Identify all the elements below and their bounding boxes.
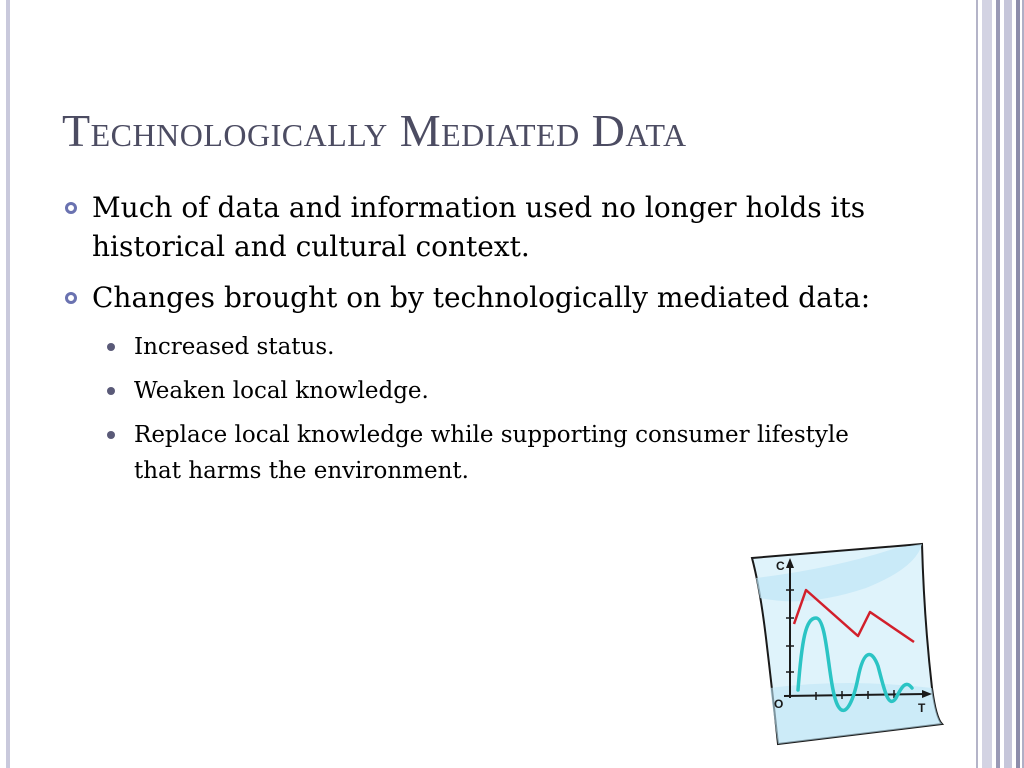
graph-paper-clipart (746, 538, 946, 748)
left-border-line (6, 0, 10, 768)
ring-bullet-icon (65, 202, 77, 214)
bullet-item (62, 188, 892, 266)
right-decorative-bars (976, 0, 1024, 768)
y-axis-label: C (776, 559, 785, 573)
sub-bullet-text: Weaken local knowledge. (134, 378, 429, 404)
bullet-text: Much of data and information used no longer holds its historical and cultural context. (92, 191, 866, 263)
bullet-item (62, 278, 892, 317)
ring-bullet-icon (65, 292, 77, 304)
dot-bullet-icon (107, 343, 115, 351)
origin-label: O (774, 697, 784, 711)
bullet-text: Changes brought on by technologically mediated data: (92, 281, 871, 314)
sub-bullet-text: Replace local knowledge while supporting consumer lifestyle that harms the environment. (134, 422, 849, 484)
sub-bullet-text: Increased status. (134, 334, 335, 360)
slide-content (62, 188, 892, 497)
slide-title: Technologically Mediated Data (62, 105, 687, 156)
x-axis-label: T (918, 701, 926, 715)
sub-bullet-item (105, 417, 892, 489)
sub-bullet-item (105, 373, 892, 409)
dot-bullet-icon (107, 387, 115, 395)
sub-bullet-item (105, 329, 892, 365)
dot-bullet-icon (107, 431, 115, 439)
